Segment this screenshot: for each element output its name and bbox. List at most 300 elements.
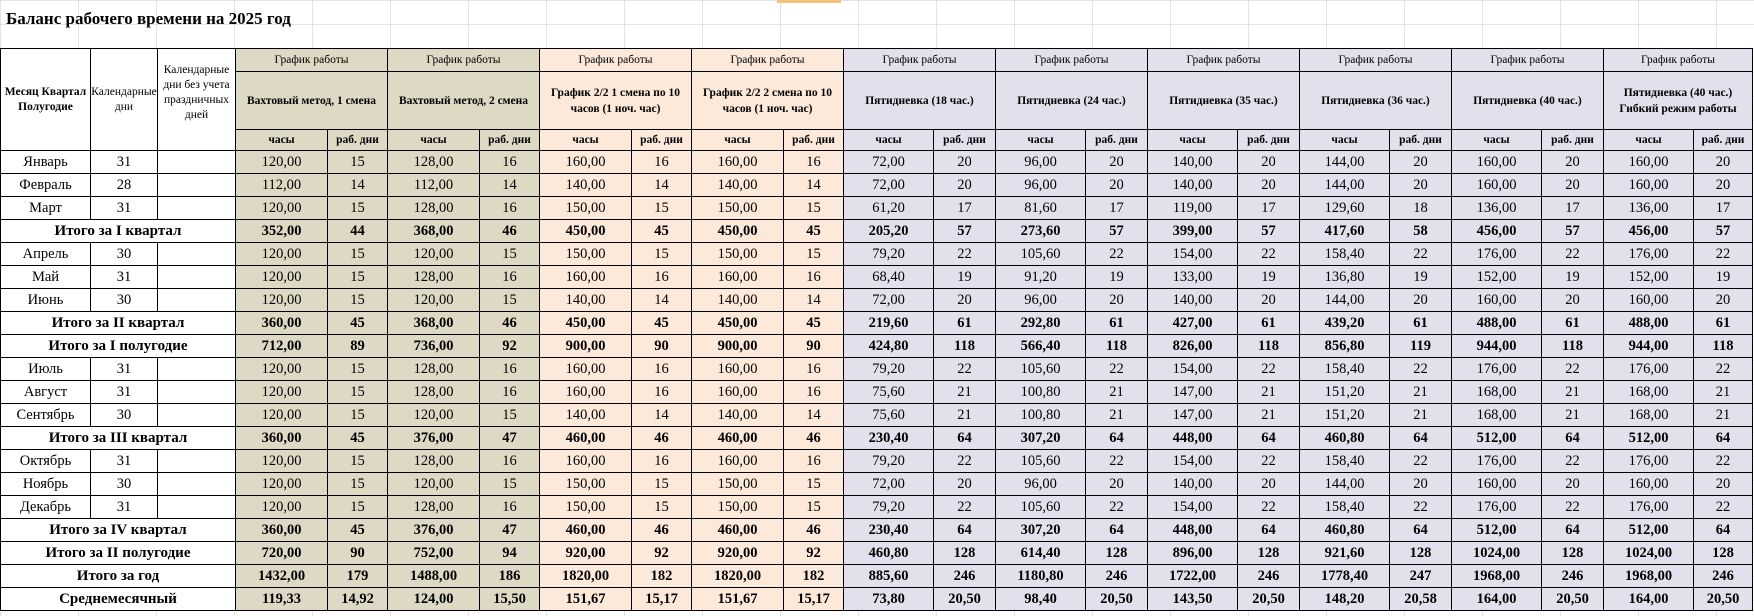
hours-cell[interactable]: 720,00 — [236, 542, 328, 565]
days-cell[interactable]: 22 — [1086, 496, 1148, 519]
days-subheader[interactable]: раб. дни — [328, 130, 388, 151]
hours-subheader[interactable]: часы — [388, 130, 480, 151]
hours-cell[interactable]: 152,00 — [1452, 266, 1542, 289]
calendar-days-no-holidays-cell[interactable] — [158, 197, 236, 220]
schedule-name-header[interactable]: Пятидневка (24 час.) — [996, 72, 1148, 130]
hours-cell[interactable]: 120,00 — [236, 358, 328, 381]
days-cell[interactable]: 64 — [1238, 427, 1300, 450]
days-cell[interactable]: 45 — [328, 427, 388, 450]
days-cell[interactable]: 182 — [784, 565, 844, 588]
hours-cell[interactable]: 160,00 — [692, 381, 784, 404]
days-cell[interactable]: 22 — [1390, 358, 1452, 381]
days-cell[interactable]: 20,50 — [1542, 588, 1604, 611]
hours-cell[interactable]: 900,00 — [540, 335, 632, 358]
hours-cell[interactable]: 96,00 — [996, 151, 1086, 174]
days-cell[interactable]: 15 — [328, 289, 388, 312]
days-cell[interactable]: 14 — [632, 404, 692, 427]
hours-cell[interactable]: 566,40 — [996, 335, 1086, 358]
days-cell[interactable]: 17 — [1238, 197, 1300, 220]
row-label-cell[interactable]: Итого за IV квартал — [1, 519, 236, 542]
schedule-name-header[interactable]: График 2/2 1 смена по 10 часов (1 ноч. час) — [540, 72, 692, 130]
days-cell[interactable]: 15 — [480, 404, 540, 427]
hours-cell[interactable]: 1820,00 — [692, 565, 784, 588]
hours-cell[interactable]: 856,80 — [1300, 335, 1390, 358]
days-cell[interactable]: 21 — [1086, 404, 1148, 427]
hours-cell[interactable]: 168,00 — [1604, 404, 1694, 427]
hours-cell[interactable]: 72,00 — [844, 473, 934, 496]
days-cell[interactable]: 22 — [1238, 450, 1300, 473]
hours-cell[interactable]: 105,60 — [996, 358, 1086, 381]
days-cell[interactable]: 46 — [480, 220, 540, 243]
sheet-title[interactable]: Баланс рабочего времени на 2025 год — [6, 9, 291, 28]
days-cell[interactable]: 45 — [632, 220, 692, 243]
days-cell[interactable]: 57 — [1086, 220, 1148, 243]
hours-cell[interactable]: 512,00 — [1452, 519, 1542, 542]
days-cell[interactable]: 22 — [1542, 496, 1604, 519]
hours-cell[interactable]: 79,20 — [844, 243, 934, 266]
schedule-name-header[interactable]: Вахтовый метод, 1 смена — [236, 72, 388, 130]
calendar-days-no-holidays-cell[interactable] — [158, 473, 236, 496]
hours-cell[interactable]: 154,00 — [1148, 243, 1238, 266]
days-cell[interactable]: 21 — [1542, 404, 1604, 427]
hours-cell[interactable]: 376,00 — [388, 519, 480, 542]
hours-cell[interactable]: 154,00 — [1148, 358, 1238, 381]
hours-cell[interactable]: 150,00 — [540, 473, 632, 496]
row-label-cell[interactable]: Апрель — [1, 243, 91, 266]
days-cell[interactable]: 21 — [1390, 381, 1452, 404]
days-cell[interactable]: 61 — [1086, 312, 1148, 335]
days-cell[interactable]: 57 — [1238, 220, 1300, 243]
days-cell[interactable]: 15,17 — [784, 588, 844, 611]
days-cell[interactable]: 20 — [1694, 174, 1753, 197]
calendar-days-no-holidays-cell[interactable] — [158, 266, 236, 289]
hours-cell[interactable]: 826,00 — [1148, 335, 1238, 358]
days-cell[interactable]: 247 — [1390, 565, 1452, 588]
days-cell[interactable]: 20 — [1542, 289, 1604, 312]
days-cell[interactable]: 16 — [784, 266, 844, 289]
hours-cell[interactable]: 1968,00 — [1604, 565, 1694, 588]
hours-cell[interactable]: 450,00 — [540, 312, 632, 335]
hours-cell[interactable]: 1820,00 — [540, 565, 632, 588]
days-cell[interactable]: 20 — [1390, 289, 1452, 312]
hours-cell[interactable]: 1432,00 — [236, 565, 328, 588]
hours-cell[interactable]: 128,00 — [388, 266, 480, 289]
calendar-days-cell[interactable]: 31 — [91, 151, 158, 174]
days-cell[interactable]: 16 — [632, 151, 692, 174]
row-label-cell[interactable]: Август — [1, 381, 91, 404]
hours-cell[interactable]: 360,00 — [236, 427, 328, 450]
days-cell[interactable]: 47 — [480, 519, 540, 542]
hours-cell[interactable]: 176,00 — [1604, 243, 1694, 266]
days-cell[interactable]: 21 — [1694, 381, 1753, 404]
hours-cell[interactable]: 460,80 — [844, 542, 934, 565]
days-cell[interactable]: 246 — [1542, 565, 1604, 588]
days-cell[interactable]: 92 — [784, 542, 844, 565]
days-cell[interactable]: 128 — [1238, 542, 1300, 565]
calendar-days-no-holidays-cell[interactable] — [158, 358, 236, 381]
days-cell[interactable]: 246 — [1238, 565, 1300, 588]
calendar-days-cell[interactable]: 31 — [91, 496, 158, 519]
row-label-cell[interactable]: Итого за III квартал — [1, 427, 236, 450]
hours-cell[interactable]: 144,00 — [1300, 174, 1390, 197]
days-cell[interactable]: 20 — [1390, 174, 1452, 197]
hours-cell[interactable]: 140,00 — [692, 289, 784, 312]
days-subheader[interactable]: раб. дни — [480, 130, 540, 151]
calendar-days-no-holidays-cell[interactable] — [158, 243, 236, 266]
days-cell[interactable]: 16 — [480, 358, 540, 381]
hours-cell[interactable]: 120,00 — [236, 243, 328, 266]
schedule-top-header[interactable]: График работы — [1300, 49, 1452, 72]
hours-cell[interactable]: 120,00 — [236, 473, 328, 496]
hours-cell[interactable]: 896,00 — [1148, 542, 1238, 565]
days-cell[interactable]: 64 — [1086, 427, 1148, 450]
schedule-top-header[interactable]: График работы — [388, 49, 540, 72]
hours-cell[interactable]: 176,00 — [1604, 358, 1694, 381]
days-cell[interactable]: 45 — [784, 312, 844, 335]
hours-cell[interactable]: 230,40 — [844, 519, 934, 542]
days-cell[interactable]: 46 — [632, 427, 692, 450]
days-cell[interactable]: 21 — [1238, 404, 1300, 427]
days-cell[interactable]: 16 — [784, 450, 844, 473]
days-cell[interactable]: 14 — [632, 174, 692, 197]
hours-cell[interactable]: 160,00 — [540, 358, 632, 381]
days-cell[interactable]: 128 — [1390, 542, 1452, 565]
calendar-days-no-holidays-header[interactable]: Календарные дни без учета праздничных дней — [158, 49, 236, 151]
days-cell[interactable]: 22 — [934, 243, 996, 266]
days-cell[interactable]: 15 — [784, 473, 844, 496]
hours-cell[interactable]: 456,00 — [1452, 220, 1542, 243]
hours-cell[interactable]: 140,00 — [1148, 289, 1238, 312]
hours-cell[interactable]: 79,20 — [844, 450, 934, 473]
hours-cell[interactable]: 158,40 — [1300, 243, 1390, 266]
days-cell[interactable]: 46 — [784, 427, 844, 450]
days-cell[interactable]: 179 — [328, 565, 388, 588]
days-cell[interactable]: 58 — [1390, 220, 1452, 243]
hours-cell[interactable]: 399,00 — [1148, 220, 1238, 243]
schedule-top-header[interactable]: График работы — [692, 49, 844, 72]
days-cell[interactable]: 22 — [1694, 450, 1753, 473]
days-cell[interactable]: 15 — [632, 197, 692, 220]
days-cell[interactable]: 16 — [480, 381, 540, 404]
row-label-cell[interactable]: Итого за I квартал — [1, 220, 236, 243]
days-cell[interactable]: 22 — [1390, 496, 1452, 519]
hours-cell[interactable]: 136,00 — [1452, 197, 1542, 220]
hours-cell[interactable]: 368,00 — [388, 220, 480, 243]
days-cell[interactable]: 22 — [1086, 243, 1148, 266]
hours-cell[interactable]: 128,00 — [388, 358, 480, 381]
hours-cell[interactable]: 72,00 — [844, 289, 934, 312]
days-cell[interactable]: 20 — [934, 473, 996, 496]
hours-cell[interactable]: 79,20 — [844, 358, 934, 381]
days-cell[interactable]: 20,50 — [1238, 588, 1300, 611]
days-cell[interactable]: 64 — [1390, 519, 1452, 542]
days-cell[interactable]: 14 — [328, 174, 388, 197]
hours-subheader[interactable]: часы — [996, 130, 1086, 151]
row-label-cell[interactable]: Март — [1, 197, 91, 220]
days-cell[interactable]: 21 — [934, 381, 996, 404]
days-cell[interactable]: 20 — [1238, 289, 1300, 312]
days-cell[interactable]: 14 — [632, 289, 692, 312]
hours-cell[interactable]: 151,20 — [1300, 381, 1390, 404]
days-cell[interactable]: 15 — [480, 289, 540, 312]
hours-cell[interactable]: 140,00 — [1148, 151, 1238, 174]
schedule-top-header[interactable]: График работы — [1148, 49, 1300, 72]
hours-cell[interactable]: 307,20 — [996, 427, 1086, 450]
row-label-cell[interactable]: Июнь — [1, 289, 91, 312]
hours-cell[interactable]: 160,00 — [692, 151, 784, 174]
hours-cell[interactable]: 460,00 — [540, 427, 632, 450]
hours-cell[interactable]: 160,00 — [1604, 174, 1694, 197]
hours-cell[interactable]: 120,00 — [388, 243, 480, 266]
days-cell[interactable]: 128 — [1542, 542, 1604, 565]
days-cell[interactable]: 118 — [1542, 335, 1604, 358]
hours-cell[interactable]: 140,00 — [692, 404, 784, 427]
hours-cell[interactable]: 176,00 — [1452, 243, 1542, 266]
calendar-days-no-holidays-cell[interactable] — [158, 174, 236, 197]
days-cell[interactable]: 15,50 — [480, 588, 540, 611]
hours-cell[interactable]: 921,60 — [1300, 542, 1390, 565]
days-cell[interactable]: 20,50 — [1086, 588, 1148, 611]
days-cell[interactable]: 22 — [1238, 243, 1300, 266]
hours-cell[interactable]: 158,40 — [1300, 496, 1390, 519]
days-cell[interactable]: 20 — [1238, 174, 1300, 197]
hours-cell[interactable]: 105,60 — [996, 243, 1086, 266]
hours-cell[interactable]: 368,00 — [388, 312, 480, 335]
days-cell[interactable]: 17 — [1542, 197, 1604, 220]
days-cell[interactable]: 45 — [632, 312, 692, 335]
hours-cell[interactable]: 136,80 — [1300, 266, 1390, 289]
days-cell[interactable]: 20,58 — [1390, 588, 1452, 611]
schedule-top-header[interactable]: График работы — [540, 49, 692, 72]
schedule-top-header[interactable]: График работы — [1604, 49, 1753, 72]
hours-cell[interactable]: 96,00 — [996, 473, 1086, 496]
days-cell[interactable]: 19 — [1238, 266, 1300, 289]
hours-cell[interactable]: 160,00 — [692, 358, 784, 381]
days-cell[interactable]: 15 — [328, 404, 388, 427]
hours-cell[interactable]: 112,00 — [388, 174, 480, 197]
hours-subheader[interactable]: часы — [1300, 130, 1390, 151]
calendar-days-cell[interactable]: 30 — [91, 473, 158, 496]
hours-cell[interactable]: 105,60 — [996, 450, 1086, 473]
days-cell[interactable]: 16 — [480, 151, 540, 174]
days-cell[interactable]: 22 — [1238, 358, 1300, 381]
schedule-name-header[interactable]: Вахтовый метод, 2 смена — [388, 72, 540, 130]
days-cell[interactable]: 17 — [1086, 197, 1148, 220]
days-cell[interactable]: 15 — [632, 243, 692, 266]
calendar-days-no-holidays-cell[interactable] — [158, 404, 236, 427]
hours-cell[interactable]: 112,00 — [236, 174, 328, 197]
hours-cell[interactable]: 120,00 — [236, 381, 328, 404]
calendar-days-cell[interactable]: 31 — [91, 197, 158, 220]
hours-cell[interactable]: 151,67 — [540, 588, 632, 611]
hours-cell[interactable]: 219,60 — [844, 312, 934, 335]
days-cell[interactable]: 22 — [1542, 450, 1604, 473]
row-label-cell[interactable]: Май — [1, 266, 91, 289]
days-cell[interactable]: 20 — [1086, 174, 1148, 197]
days-subheader[interactable]: раб. дни — [632, 130, 692, 151]
hours-cell[interactable]: 460,00 — [692, 427, 784, 450]
hours-cell[interactable]: 136,00 — [1604, 197, 1694, 220]
days-cell[interactable]: 22 — [1086, 358, 1148, 381]
days-cell[interactable]: 64 — [1542, 519, 1604, 542]
days-cell[interactable]: 15 — [784, 197, 844, 220]
hours-subheader[interactable]: часы — [692, 130, 784, 151]
hours-cell[interactable]: 150,00 — [540, 243, 632, 266]
days-cell[interactable]: 20 — [934, 174, 996, 197]
days-cell[interactable]: 15,17 — [632, 588, 692, 611]
calendar-days-no-holidays-cell[interactable] — [158, 151, 236, 174]
hours-cell[interactable]: 1968,00 — [1452, 565, 1542, 588]
days-cell[interactable]: 22 — [1694, 496, 1753, 519]
hours-cell[interactable]: 512,00 — [1604, 427, 1694, 450]
hours-cell[interactable]: 176,00 — [1452, 496, 1542, 519]
days-cell[interactable]: 14 — [784, 404, 844, 427]
hours-cell[interactable]: 72,00 — [844, 151, 934, 174]
days-cell[interactable]: 45 — [328, 312, 388, 335]
days-cell[interactable]: 21 — [1542, 381, 1604, 404]
days-cell[interactable]: 64 — [1238, 519, 1300, 542]
days-cell[interactable]: 47 — [480, 427, 540, 450]
hours-cell[interactable]: 448,00 — [1148, 519, 1238, 542]
hours-cell[interactable]: 1488,00 — [388, 565, 480, 588]
hours-cell[interactable]: 292,80 — [996, 312, 1086, 335]
hours-cell[interactable]: 119,00 — [1148, 197, 1238, 220]
days-cell[interactable]: 15 — [784, 496, 844, 519]
hours-cell[interactable]: 885,60 — [844, 565, 934, 588]
days-cell[interactable]: 15 — [328, 243, 388, 266]
days-cell[interactable]: 19 — [1542, 266, 1604, 289]
calendar-days-cell[interactable]: 31 — [91, 450, 158, 473]
days-cell[interactable]: 15 — [328, 197, 388, 220]
hours-cell[interactable]: 456,00 — [1604, 220, 1694, 243]
days-cell[interactable]: 61 — [1542, 312, 1604, 335]
days-cell[interactable]: 46 — [632, 519, 692, 542]
days-cell[interactable]: 19 — [1694, 266, 1753, 289]
days-cell[interactable]: 118 — [934, 335, 996, 358]
hours-cell[interactable]: 81,60 — [996, 197, 1086, 220]
schedule-name-header[interactable]: График 2/2 2 смена по 10 часов (1 ноч. час) — [692, 72, 844, 130]
hours-cell[interactable]: 176,00 — [1452, 358, 1542, 381]
days-cell[interactable]: 61 — [1238, 312, 1300, 335]
hours-cell[interactable]: 144,00 — [1300, 289, 1390, 312]
days-subheader[interactable]: раб. дни — [1086, 130, 1148, 151]
days-cell[interactable]: 46 — [784, 519, 844, 542]
row-label-cell[interactable]: Итого за год — [1, 565, 236, 588]
hours-cell[interactable]: 160,00 — [1604, 151, 1694, 174]
hours-subheader[interactable]: часы — [236, 130, 328, 151]
hours-cell[interactable]: 360,00 — [236, 312, 328, 335]
days-cell[interactable]: 22 — [1086, 450, 1148, 473]
days-cell[interactable]: 22 — [1542, 243, 1604, 266]
hours-cell[interactable]: 143,50 — [1148, 588, 1238, 611]
hours-cell[interactable]: 712,00 — [236, 335, 328, 358]
hours-cell[interactable]: 448,00 — [1148, 427, 1238, 450]
calendar-days-cell[interactable]: 30 — [91, 289, 158, 312]
days-cell[interactable]: 20 — [1086, 289, 1148, 312]
hours-cell[interactable]: 158,40 — [1300, 450, 1390, 473]
days-cell[interactable]: 16 — [784, 151, 844, 174]
days-cell[interactable]: 21 — [1390, 404, 1452, 427]
hours-cell[interactable]: 154,00 — [1148, 496, 1238, 519]
hours-cell[interactable]: 160,00 — [692, 450, 784, 473]
hours-cell[interactable]: 120,00 — [388, 473, 480, 496]
hours-cell[interactable]: 144,00 — [1300, 151, 1390, 174]
hours-cell[interactable]: 160,00 — [540, 381, 632, 404]
hours-cell[interactable]: 752,00 — [388, 542, 480, 565]
days-cell[interactable]: 20 — [1542, 151, 1604, 174]
hours-cell[interactable]: 140,00 — [540, 289, 632, 312]
days-cell[interactable]: 15 — [328, 151, 388, 174]
hours-cell[interactable]: 439,20 — [1300, 312, 1390, 335]
hours-cell[interactable]: 148,20 — [1300, 588, 1390, 611]
days-cell[interactable]: 119 — [1390, 335, 1452, 358]
schedule-name-header[interactable]: Пятидневка (36 час.) — [1300, 72, 1452, 130]
days-cell[interactable]: 61 — [1694, 312, 1753, 335]
hours-cell[interactable]: 120,00 — [236, 289, 328, 312]
hours-cell[interactable]: 488,00 — [1604, 312, 1694, 335]
row-label-cell[interactable]: Итого за II полугодие — [1, 542, 236, 565]
row-label-cell[interactable]: Сентябрь — [1, 404, 91, 427]
days-cell[interactable]: 16 — [632, 266, 692, 289]
hours-cell[interactable]: 168,00 — [1604, 381, 1694, 404]
days-cell[interactable]: 20 — [1542, 174, 1604, 197]
hours-cell[interactable]: 164,00 — [1452, 588, 1542, 611]
days-cell[interactable]: 92 — [632, 542, 692, 565]
days-cell[interactable]: 92 — [480, 335, 540, 358]
hours-cell[interactable]: 120,00 — [236, 404, 328, 427]
days-cell[interactable]: 15 — [328, 266, 388, 289]
hours-cell[interactable]: 944,00 — [1604, 335, 1694, 358]
days-cell[interactable]: 182 — [632, 565, 692, 588]
days-cell[interactable]: 64 — [934, 427, 996, 450]
days-cell[interactable]: 17 — [1694, 197, 1753, 220]
days-cell[interactable]: 128 — [1694, 542, 1753, 565]
schedule-top-header[interactable]: График работы — [236, 49, 388, 72]
hours-cell[interactable]: 944,00 — [1452, 335, 1542, 358]
hours-cell[interactable]: 417,60 — [1300, 220, 1390, 243]
hours-cell[interactable]: 160,00 — [1604, 473, 1694, 496]
hours-cell[interactable]: 427,00 — [1148, 312, 1238, 335]
days-cell[interactable]: 18 — [1390, 197, 1452, 220]
hours-cell[interactable]: 75,60 — [844, 381, 934, 404]
days-cell[interactable]: 57 — [1694, 220, 1753, 243]
hours-cell[interactable]: 460,00 — [692, 519, 784, 542]
hours-cell[interactable]: 100,80 — [996, 381, 1086, 404]
days-cell[interactable]: 64 — [1694, 519, 1753, 542]
days-cell[interactable]: 118 — [1238, 335, 1300, 358]
hours-cell[interactable]: 1180,80 — [996, 565, 1086, 588]
hours-cell[interactable]: 160,00 — [1452, 151, 1542, 174]
days-cell[interactable]: 20,50 — [1694, 588, 1753, 611]
calendar-days-no-holidays-cell[interactable] — [158, 450, 236, 473]
days-cell[interactable]: 44 — [328, 220, 388, 243]
hours-cell[interactable]: 488,00 — [1452, 312, 1542, 335]
hours-cell[interactable]: 105,60 — [996, 496, 1086, 519]
row-label-cell[interactable]: Январь — [1, 151, 91, 174]
hours-cell[interactable]: 273,60 — [996, 220, 1086, 243]
hours-cell[interactable]: 128,00 — [388, 381, 480, 404]
hours-cell[interactable]: 150,00 — [692, 243, 784, 266]
hours-subheader[interactable]: часы — [844, 130, 934, 151]
row-label-cell[interactable]: Декабрь — [1, 496, 91, 519]
days-cell[interactable]: 15 — [328, 381, 388, 404]
calendar-days-cell[interactable]: 30 — [91, 243, 158, 266]
days-cell[interactable]: 15 — [328, 496, 388, 519]
schedule-top-header[interactable]: График работы — [844, 49, 996, 72]
days-cell[interactable]: 22 — [1238, 496, 1300, 519]
hours-cell[interactable]: 140,00 — [692, 174, 784, 197]
days-cell[interactable]: 15 — [632, 473, 692, 496]
